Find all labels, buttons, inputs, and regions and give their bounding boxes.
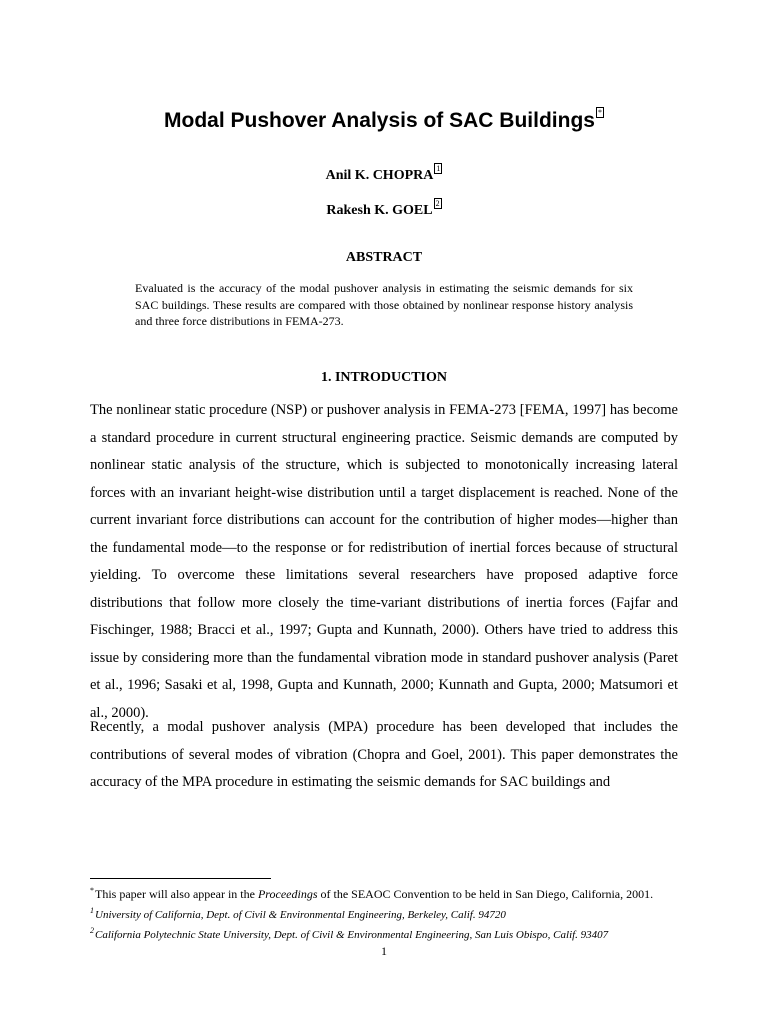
footnote-mark: 2 [90,926,94,935]
author-affiliation-mark: 1 [436,164,441,173]
abstract-text: Evaluated is the accuracy of the modal pushover analysis in estimating the seismic demands for six SAC buildings. These results are compared with those obtained by nonlinear response history analysis and three force distributions in FEMA-273. [135,281,633,328]
footnote-text: of the SEAOC Convention to be held in San Diego, California, 2001. [317,887,654,901]
footnote-2 [90,903,710,924]
footnote-italic-text: Proceedings [257,887,318,901]
footnote-text: California Polytechnic State University, Dept. of Civil & Environmental Engineering, San Luis Obispo, Calif. 93407 [95,929,609,941]
footnote-1 [90,883,710,903]
section-heading: 1. INTRODUCTION [320,370,447,385]
author-name: Rakesh K. GOEL [326,203,433,218]
paper-title [0,106,768,136]
title-text: Modal Pushover Analysis of SAC Buildings [164,109,595,132]
footnote-text: University of California, Dept. of Civil & Environmental Engineering, Berkeley, Calif. 94720 [95,908,506,921]
abstract-heading: ABSTRACT [345,250,423,265]
body-paragraph-2: Recently, a modal pushover analysis (MPA) procedure has been developed that includes the contributions of several modes of vibration (Chopra and Goel, 2001). This paper demonstrates the accuracy of the MPA procedure in estimating the seismic demands for SAC buildings and [90,719,678,790]
page-number: 1 [381,944,387,958]
footnote-text: This paper will also appear in the [95,887,258,901]
body-paragraph-1: The nonlinear static procedure (NSP) or pushover analysis in FEMA-273 [FEMA, 1997] has become a standard procedure in current structural engineering practice. Seismic demands are computed by nonlinear static analysis of the structure, which is subjected to monotonically increasing lateral forces with an invariant height-wise distribution until a target displacement is reached. None of the current invariant force distributions can account for the contribution of higher modes—higher than the fundamental mode—to the response or for redistribution of inertial forces because of structural yielding. To overcome these limitations several researchers have proposed adaptive force distributions that follow more closely the time-variant distributions of inertia forces (Fajfar and Fischinger, 1988; Bracci et al., 1997; Gupta and Kunnath, 2000). Others have tried to address this issue by considering more than the fundamental vibration mode in standard pushover analysis (Paret et al., 1996; Sasaki et al, 1998, Gupta and Kunnath, 2000; Kunnath and Gupta, 2000; Matsumori et al., 2000). [90,402,678,721]
footnote-mark: * [90,886,94,895]
footnotes [90,883,710,944]
author-name: Anil K. CHOPRA [325,168,434,183]
author-1 [0,163,768,185]
title-footnote-mark: * [597,108,602,117]
author-2 [0,198,768,220]
footnote-mark: 1 [90,905,94,915]
footnote-separator [90,878,271,879]
author-affiliation-mark: 2 [435,199,440,208]
footnote-3 [90,923,710,944]
